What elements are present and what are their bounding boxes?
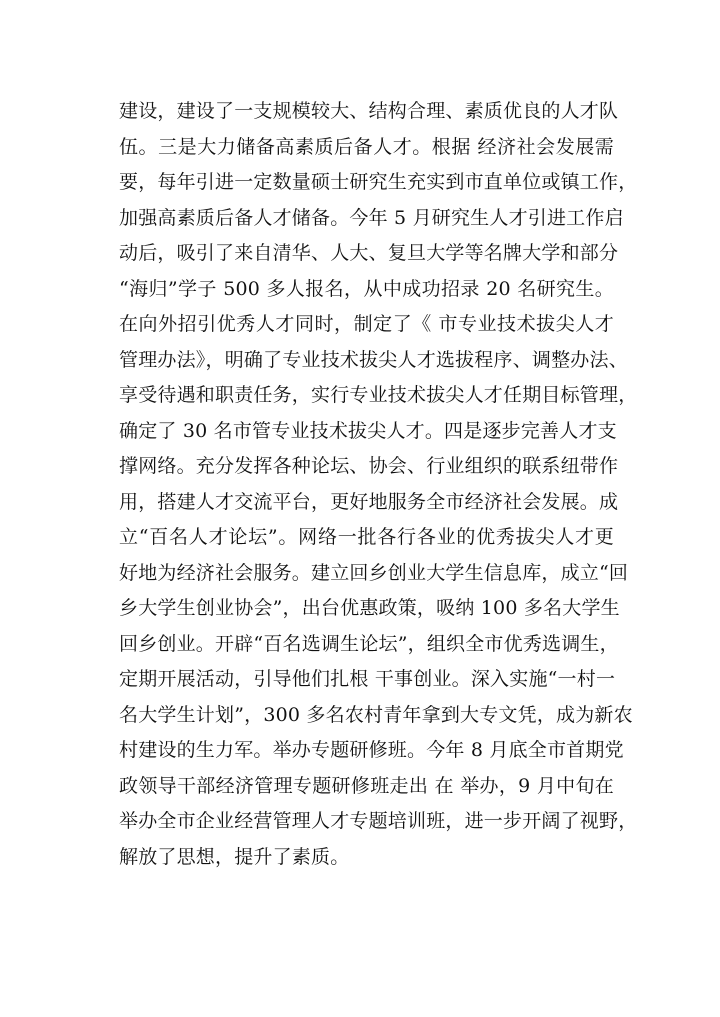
text-line-7: 在向外招引优秀人才同时，制定了《 市专业技术拔尖人才 xyxy=(119,313,614,335)
text-line-10: 确定了 30 名市管专业技术拔尖人才。四是逐步完善人才支 xyxy=(119,419,617,442)
text-line-3: 要，每年引进一定数量硕士研究生充实到市直单位或镇工作， xyxy=(119,171,638,193)
text-line-22: 解放了思想，提升了素质。 xyxy=(119,845,350,868)
text-line-12: 用，搭建人才交流平台，更好地服务全市经济社会发展。成 xyxy=(119,490,619,513)
text-line-11: 撑网络。充分发挥各种论坛、协会、行业组织的联系纽带作 xyxy=(119,455,619,477)
text-line-1: 建设，建设了一支规模较大、结构合理、素质优良的人才队 xyxy=(119,100,619,122)
text-line-19: 村建设的生力军。举办专题研修班。今年 8 月底全市首期党 xyxy=(119,739,624,761)
text-line-18: 名大学生计划”，300 多名农村青年拿到大专文凭，成为新农 xyxy=(119,703,633,726)
text-line-9: 享受待遇和职责任务，实行专业技术拔尖人才任期目标管理， xyxy=(119,384,638,406)
text-line-8: 管理办法》，明确了专业技术拔尖人才选拔程序、调整办法、 xyxy=(119,348,628,371)
text-line-13: 立“百名人才论坛”。网络一批各行各业的优秀拔尖人才更 xyxy=(119,526,614,548)
text-line-20: 政领导干部经济管理专题研修班走出 在 举办，9 月中旬在 xyxy=(119,774,614,797)
text-line-21: 举办全市企业经营管理人才专题培训班，进一步开阔了视野， xyxy=(119,810,638,832)
text-line-4: 加强高素质后备人才储备。今年 5 月研究生人才引进工作启 xyxy=(119,206,624,229)
text-line-14: 好地为经济社会服务。建立回乡创业大学生信息库，成立“回 xyxy=(119,561,629,584)
text-line-16: 回乡创业。开辟“百名选调生论坛”，组织全市优秀选调生， xyxy=(119,632,619,655)
body-paragraph xyxy=(119,94,638,875)
text-line-15: 乡大学生创业协会”，出台优惠政策，吸纳 100 多名大学生 xyxy=(119,597,620,619)
text-line-5: 动后，吸引了来自清华、人大、复旦大学等名牌大学和部分 xyxy=(119,242,619,264)
text-line-6: “海归”学子 500 多人报名，从中成功招录 20 名研究生。 xyxy=(119,277,614,300)
text-line-2: 伍。三是大力储备高素质后备人才。根据 经济社会发展需 xyxy=(119,135,614,158)
text-line-17: 定期开展活动，引导他们扎根 干事创业。深入实施“一村一 xyxy=(119,668,616,690)
